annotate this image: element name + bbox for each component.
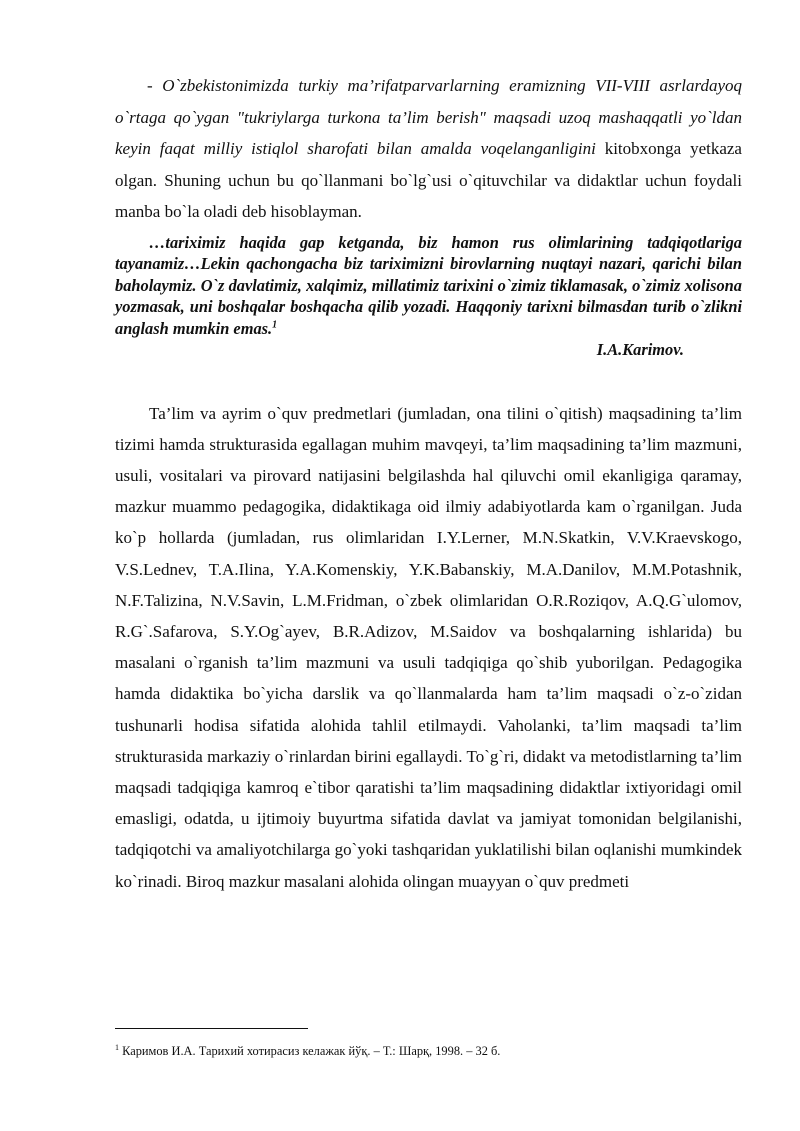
footnote-number: 1 — [115, 1043, 119, 1052]
footnote-divider — [115, 1028, 308, 1029]
intro-regular-text: kitobxonga yetkaza olgan. Shuning uchun bu qo`llanmani bo`lg`usi o`qituvchilar va didaktlar uchun foydali manba bo`la oladi deb hisoblayman. — [115, 139, 742, 221]
intro-paragraph — [115, 70, 742, 228]
footnote-reference: 1 — [272, 319, 278, 331]
footnote-text: Каримов И.А. Тарихий хотирасиз келажак йўқ. – Т.: Шарқ, 1998. – 32 б. — [119, 1044, 501, 1059]
footnote — [115, 1040, 500, 1059]
body-paragraph: Ta’lim va ayrim o`quv predmetlari (jumladan, ona tilini o`qitish) maqsadining ta’lim tizimi hamda strukturasida egallagan muhim mavqeyi, ta’lim maqsadining ta’lim mazmuni, usuli, vositalari va pirovard natijasini belgilashda hal qiluvchi omil ekanligiga qaramay, mazkur muammo pedagogika, didaktikaga oid ilmiy adabiyotlarda kam o`rganilgan. Juda ko`p hollarda (jumladan, rus olimlaridan I.Y.Lerner, M.N.Skatkin, V.V.Kraevskogo, V.S.Lednev, T.A.Ilina, Y.A.Komenskiy, Y.K.Babanskiy, M.A.Danilov, M.M.Potashnik, N.F.Talizina, N.V.Savin, L.M.Fridman, o`zbek olimlaridan O.R.Roziqov, A.Q.G`ulomov, R.G`.Safarova, S.Y.Og`ayev, B.R.Adizov, M.Saidov va boshqalarning ishlarida) bu masalani o`rganish ta’lim mazmuni va usuli tadqiqiga qo`shib yuborilgan. Pedagogika hamda didaktika bo`yicha darslik va qo`llanmalarda ham ta’lim maqsadi o`z-o`zidan tushunarli hodisa sifatida alohida tahlil etilmaydi. Vaholanki, ta’lim maqsadi ta’lim strukturasida markaziy o`rinlardan birini egallaydi. To`g`ri, didakt va metodistlarning ta’lim maqsadi tadqiqiga kamroq e`tibor qaratishi ta’lim maqsadining didaktlar ixtiyoridagi omil emasligi, odatda, u ijtimoiy buyurtma sifatida davlat va jamiyat tomonidan belgilanishi, tadqiqotchi va amaliyotchilarga go`yoki tashqaridan yuklatilishi bilan oqlanishi mumkindek ko`rinadi. Biroq mazkur masalani alohida olingan muayyan o`quv predmeti — [115, 403, 742, 891]
epigraph-quote — [115, 232, 742, 340]
epigraph-text: …tariximiz haqida gap ketganda, biz hamon rus olimlarining tadqiqotlariga tayanamiz…Lekin qachongacha biz tariximizni birovlarning nuqtayi nazari, qarichi bilan baholaymiz. O`z davlatimiz, xalqimiz, millatimiz tarixini o`zimiz tiklamasak, o`zimiz xolisona yozmasak, uni boshqalar boshqacha qilib yozadi. Haqqoniy tarixni bilmasdan turib o`zlikni anglash mumkin emas. — [115, 232, 742, 338]
document-page — [115, 70, 742, 897]
intro-italic-text: - O`zbekistonimizda turkiy ma’rifatparvarlarning eramizning VII-VIII asrlardayoq o`rtaga qo`ygan "tukriylarga turkona ta’lim berish" maqsadi uzoq mashaqqatli yo`ldan keyin faqat milliy istiqlol sharofati bilan amalda voqelanganligini — [115, 76, 742, 158]
epigraph-author: I.A.Karimov. — [596, 340, 684, 359]
